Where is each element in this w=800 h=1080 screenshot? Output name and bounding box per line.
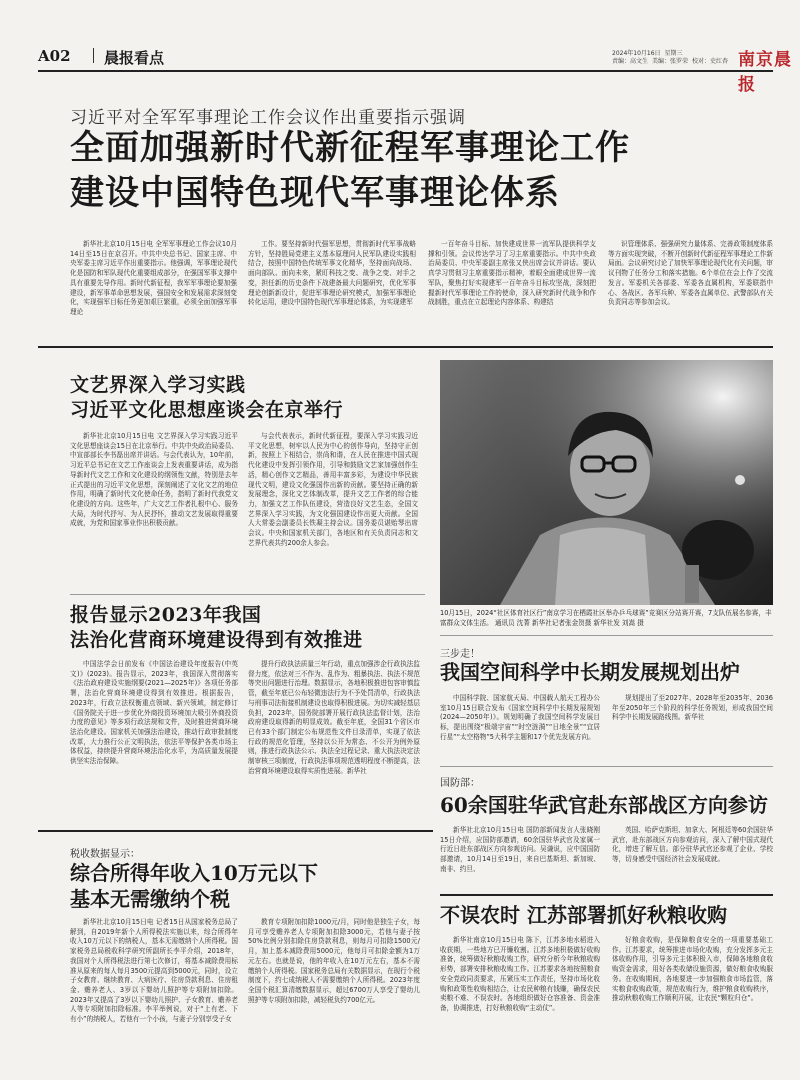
header-date: 2024年10月16日 bbox=[612, 50, 661, 57]
divider bbox=[440, 894, 773, 896]
divider bbox=[440, 766, 773, 767]
header-meta bbox=[612, 50, 737, 66]
story2-headline-line2: 习近平文化思想座谈会在京举行 bbox=[70, 399, 344, 421]
header-proof: 校对：史红杏 bbox=[692, 58, 729, 65]
story7-headline: 不误农时 江苏部署抓好秋粮收购 bbox=[440, 903, 727, 927]
story5-headline: 60余国驻华武官赴东部战区方向参访 bbox=[440, 793, 768, 817]
story1-col4: 识管理体系、强强研究力量体系、完善政策制度体系等方面实现突破，不断开创新时代新征程军事理论工作新局面。会议研究讨论了加快军事理论现代化有关问题，审议刊物了任务分工和落实措施。6个单位在会上作了交流发言。军委机关各部委、军委各直属机构，军委联指中心、各战区、各军兵种、军委各直属单位、武警部队有关负责同志等参加会议。 bbox=[608, 240, 773, 307]
story5-kicker: 国防部： bbox=[440, 778, 480, 789]
page-number: A02 bbox=[38, 47, 71, 65]
header-weekday: 星期三 bbox=[664, 50, 683, 57]
story5-col1: 新华社北京10月15日电 国防部新闻发言人张晓刚15日介绍，应国防部邀请，60余国驻华武官及家属一行近日赴东部战区方向参观访问。吴谦说，应中国国防部邀请，10月14日至19日，来自巴基斯坦、新加坡、南非、约旦、 bbox=[440, 826, 600, 873]
story2-col1: 新华社北京10月15日电 文艺界深入学习实践习近平文化思想座谈会15日在北京举行。中共中央政治局委员、中宣部部长李书磊出席并讲话。与会代表认为，10年前，习近平总书记在文艺工作座谈会上发表重要讲话，成为指导新时代文艺工作和文化建设的纲领性文献，特别是去年正式提出的习近平文化思想，深刻阐述了文化文艺的地位作用，明确了新时代文化使命任务，指明了新时代我党文化建设的方向。这些年，广大文艺工作者扎根中心、服务大局，为时代抒写、为人民抒怀，推动文艺发展取得重要成就，为党和国家事业作出积极贡献。 bbox=[70, 432, 238, 528]
story3-col2: 提升行政执法质量三年行动，重点加强涉企行政执法监督力度，依法对三不作为、乱作为、粗暴执法、执法不规范等突出问题进行治理。数据显示，各地积极推进包容审慎监管，截至年底已公布轻微违法行为不予处罚清单，行政执法与刑事司法衔接机制建设也取得积极进展。为切实减轻基层负担，2023年，国务院部署开展行政执法监督计划，法治政府建设取得新的明显成效。截至年底，全国31个省区市已有33个部门制定公布规范性文件目录清单，实现了依法行政的规范化管理，坚持以公开为常态、不公开为例外原则，推进行政执法公示、执法全过程记录、重大执法决定法制审核三项制度，行政执法事项规范透明程度不断提高，法治营商环境建设取得实质性进展。新华社 bbox=[248, 660, 420, 775]
story1-col2: 工作。要坚持新时代强军思想，贯彻新时代军事战略方针，坚持胜局党建主义基本原理问人民军队建设实践相结合，按照中国特色传统军事文化精华，坚持面向战场、面向部队、面向未来，紧盯科技之变、战争之变、对手之变，担任新的历史条件下战建备最大问题研究，优化军事理论创新新设计，促进军事理论研究模式，加强军事理论转化运用，建设中国特色现代军事理论体系，为实现建军 bbox=[248, 240, 416, 307]
story1-col3: 一百年奋斗目标、加快建成世界一流军队提供科学支撑和引领。会议传达学习了习主席重要指示。中共中央政治局委员、中央军委副主席张又侠出席会议并讲话。要认真学习贯彻习主席重要指示精神，着眼全面建成世界一流军队，聚焦打好实现建军一百年奋斗目标攻坚战，深刻把握新时代军事理论工作的使命，深入研究新时代战争和作战制胜，重点在立起理论内容体系、构建结 bbox=[428, 240, 596, 307]
divider bbox=[70, 594, 425, 595]
story3-col1: 中国法学会日前发布《中国法治建设年度报告(中英文)》(2023)。报告显示，2023年，我国深入贯彻落实《法治政府建设实施纲要(2021—2025年)》各项任务部署，法治化营商环境建设得到有效推进。根据报告，2023年，行政立法权衡重点领域、新兴领域，制定修订《国务院关于进一步优化外商投资环境加大吸引外商投资力度的意见》等多项行政法规和文件，及时推进营商环境法治化建设。国家机关加强法治建设，推动行政审批制度改革，大力推行公正文明执法，依法平等保护各类市场主体权益，持续提升营商环境法治化水平，为高质量发展提供坚实法治保障。 bbox=[70, 660, 238, 766]
header-art: 美编：张罗荣 bbox=[652, 58, 689, 65]
section-rule bbox=[38, 346, 773, 348]
header-editor: 责编：高文生 bbox=[612, 58, 649, 65]
story4-col2: 规划提出了至2027年、2028年至2035年、2036年至2050年三个阶段的科学任务规划，形成我国空间科学中长期发展路线图。新华社 bbox=[612, 694, 773, 722]
story6-headline-line2: 基本无需缴纳个税 bbox=[70, 887, 230, 911]
story2-col2: 与会代表表示，新时代新征程，要深入学习实践习近平文化思想，树牢以人民为中心的创作导向，坚持守正创新，按照上下相结合，崇尚和谐，在人民在推进中国式现代化建设中发挥引领作用，引导和鼓励文艺家加强创作生活，精心创作文艺精品，善用丰富多彩，为建设中华民族现代文明，建设文化强国作出新的贡献。要坚持正确的新发展理念，深化文艺体制改革，提升文艺工作者的综合能力，加强文艺工作队伍建设，营造良好文艺生态，全国文艺界深入学习实践，为文化强国建设作出更大贡献。全国人大常委会副委员长铁凝主持会议。国务委员谌贻琴出席会议。中央和国家机关部门，各地区和有关负责同志和文艺界代表共约200余人参会。 bbox=[248, 432, 418, 547]
story6-kicker: 税收数据显示： bbox=[70, 849, 140, 860]
photo-caption: 10月15日，2024“社区体育社区行”南京学习在栖霞社区举办乒乓球赛”竞赛区分站赛开赛，7支队伍展名参赛，丰富群众文体生活。 通讯员 沈菁 新华社记者张金贺摄 新华社发 刘嵩 摄 bbox=[440, 609, 772, 627]
header-rule bbox=[38, 70, 773, 72]
story2-headline-line1: 文艺界深入学习实践 bbox=[70, 374, 246, 396]
story4-kicker: 三步走！ bbox=[440, 649, 480, 660]
story6-col2: 教育专项附加扣除1000元/月，同时他是独生子女，每月可享受赡养老人专项附加扣除3000元，若他与妻子按50%比例分别扣除住房贷款利息，则每月可扣除1500元/月，加上基本减除费用5000元，他每月可扣除金额为1万元左右。也就是说，他的年收入在10万元左右，基本不需缴纳个人所得税。国家税务总局有关数据显示，在现行个税制度下，约七成纳税人不需要缴纳个人所得税。2023年度全国个税汇算清缴数据显示，超过6700万人享受了婴幼儿照护等专项附加扣除，减轻税负约700亿元。 bbox=[248, 918, 420, 1004]
section-name: 晨报看点 bbox=[104, 49, 165, 67]
header-divider bbox=[93, 48, 94, 63]
table-tennis-photo bbox=[440, 360, 773, 605]
divider bbox=[38, 830, 433, 832]
story4-headline: 我国空间科学中长期发展规划出炉 bbox=[440, 660, 740, 684]
story6-col1: 新华社北京10月15日电 记者15日从国家税务总局了解到，自2019年新个人所得税法实施以来，综合所得年收入10万元以下的纳税人，基本无需缴纳个人所得税。国家税务总局税收科学研究所副所长李平介绍，2018年，我国对个人所得税法进行第七次修订，将基本减除费用标准从原来的每人每月3500元提高到5000元，同时，设立子女教育、继续教育、大病医疗、住房贷款利息、住房租金、赡养老人、3岁以下婴幼儿照护等专项附加扣除。2023年又提高了3岁以下婴幼儿照护、子女教育、赡养老人等专项附加扣除标准。李平举例说，对于“上有老、下有小”的纳税人，若他有一个小孩，与妻子分别享受子女 bbox=[70, 918, 238, 1024]
story6-headline-line1: 综合所得年收入10万元以下 bbox=[70, 861, 318, 885]
story4-col1: 中国科学院、国家航天局、中国载人航天工程办公室10月15日联合发布《国家空间科学中长期发展规划(2024—2050年)》。规划明确了我国空间科学发展目标，提出围绕“极端宇宙”“时空涟漪”“日地全景”“宜居行星”“太空格物”5大科学主题和17个优先发展方向。 bbox=[440, 694, 600, 741]
story1-col1: 新华社北京10月15日电 全军军事理论工作会议10月14日至15日在京召开。中共中央总书记、国家主席、中央军委主席习近平作出重要指示。他强调，军事理论现代化是国防和军队现代化重要组成部分，在强国军事支撑中具有重要先导作用。新时代新征程，我军军事理论要加强建设，新军事革命思想发展，强国安全和发展需求深刻变化，实现强军目标任务更加艰巨繁重，必须全面加强军事理论 bbox=[70, 240, 237, 316]
divider bbox=[440, 635, 773, 636]
masthead-logo: 南京晨报 bbox=[738, 50, 792, 95]
story1-kicker: 习近平对全军军事理论工作会议作出重要指示强调 bbox=[70, 108, 466, 128]
story1-headline-line2: 建设中国特色现代军事理论体系 bbox=[70, 173, 560, 213]
story7-col1: 新华社南京10月15日电 陈下，江苏多地水稻进入收获期，一些地方已开镰收割。江苏多地积极做好收购准备，统筹做好秋粮收购工作，研究分析今年秋粮收购形势，部署安排秋粮收购工作。江苏要求各地按照粮食安全党政同责要求，压紧压实工作责任，坚持市场化收购和政策性收购相结合，让农民种粮有钱赚，确保农民卖粮不难、不误农时。各地组织做好仓容准备、资金准备，协调推进，打好秋粮收购“主动仗”。 bbox=[440, 936, 600, 1012]
story7-col2: 好粮食收购，是保障粮食安全的一项重要基础工作。江苏要求，统筹推进市场化收购，充分发挥多元主体收购作用，引导多元主体积极入市，保障各地粮食收购资金需求，用好各类收储设施资源，做好粮食收购服务。在收购期间，各地要进一步加强粮食市场监管，落实粮食收购政策，规范收购行为，维护粮食收购秩序，推动秋粮收购工作顺利开展，让农民“颗粒归仓”。 bbox=[612, 936, 773, 1003]
story5-col2: 英国、哈萨克斯坦、加拿大、阿根廷等60余国驻华武官，赴东部战区方向参观访问，深入了解中国式现代化，增进了解互信。部分驻华武官还参观了企业、学校等，切身感受中国经济社会发展成就。 bbox=[612, 826, 773, 864]
story1-headline-line1: 全面加强新时代新征程军事理论工作 bbox=[70, 128, 630, 168]
photo-illustration bbox=[440, 360, 773, 605]
story3-headline-line1: 报告显示2023年我国 bbox=[70, 604, 262, 626]
story3-headline-line2: 法治化营商环境建设得到有效推进 bbox=[70, 629, 363, 651]
